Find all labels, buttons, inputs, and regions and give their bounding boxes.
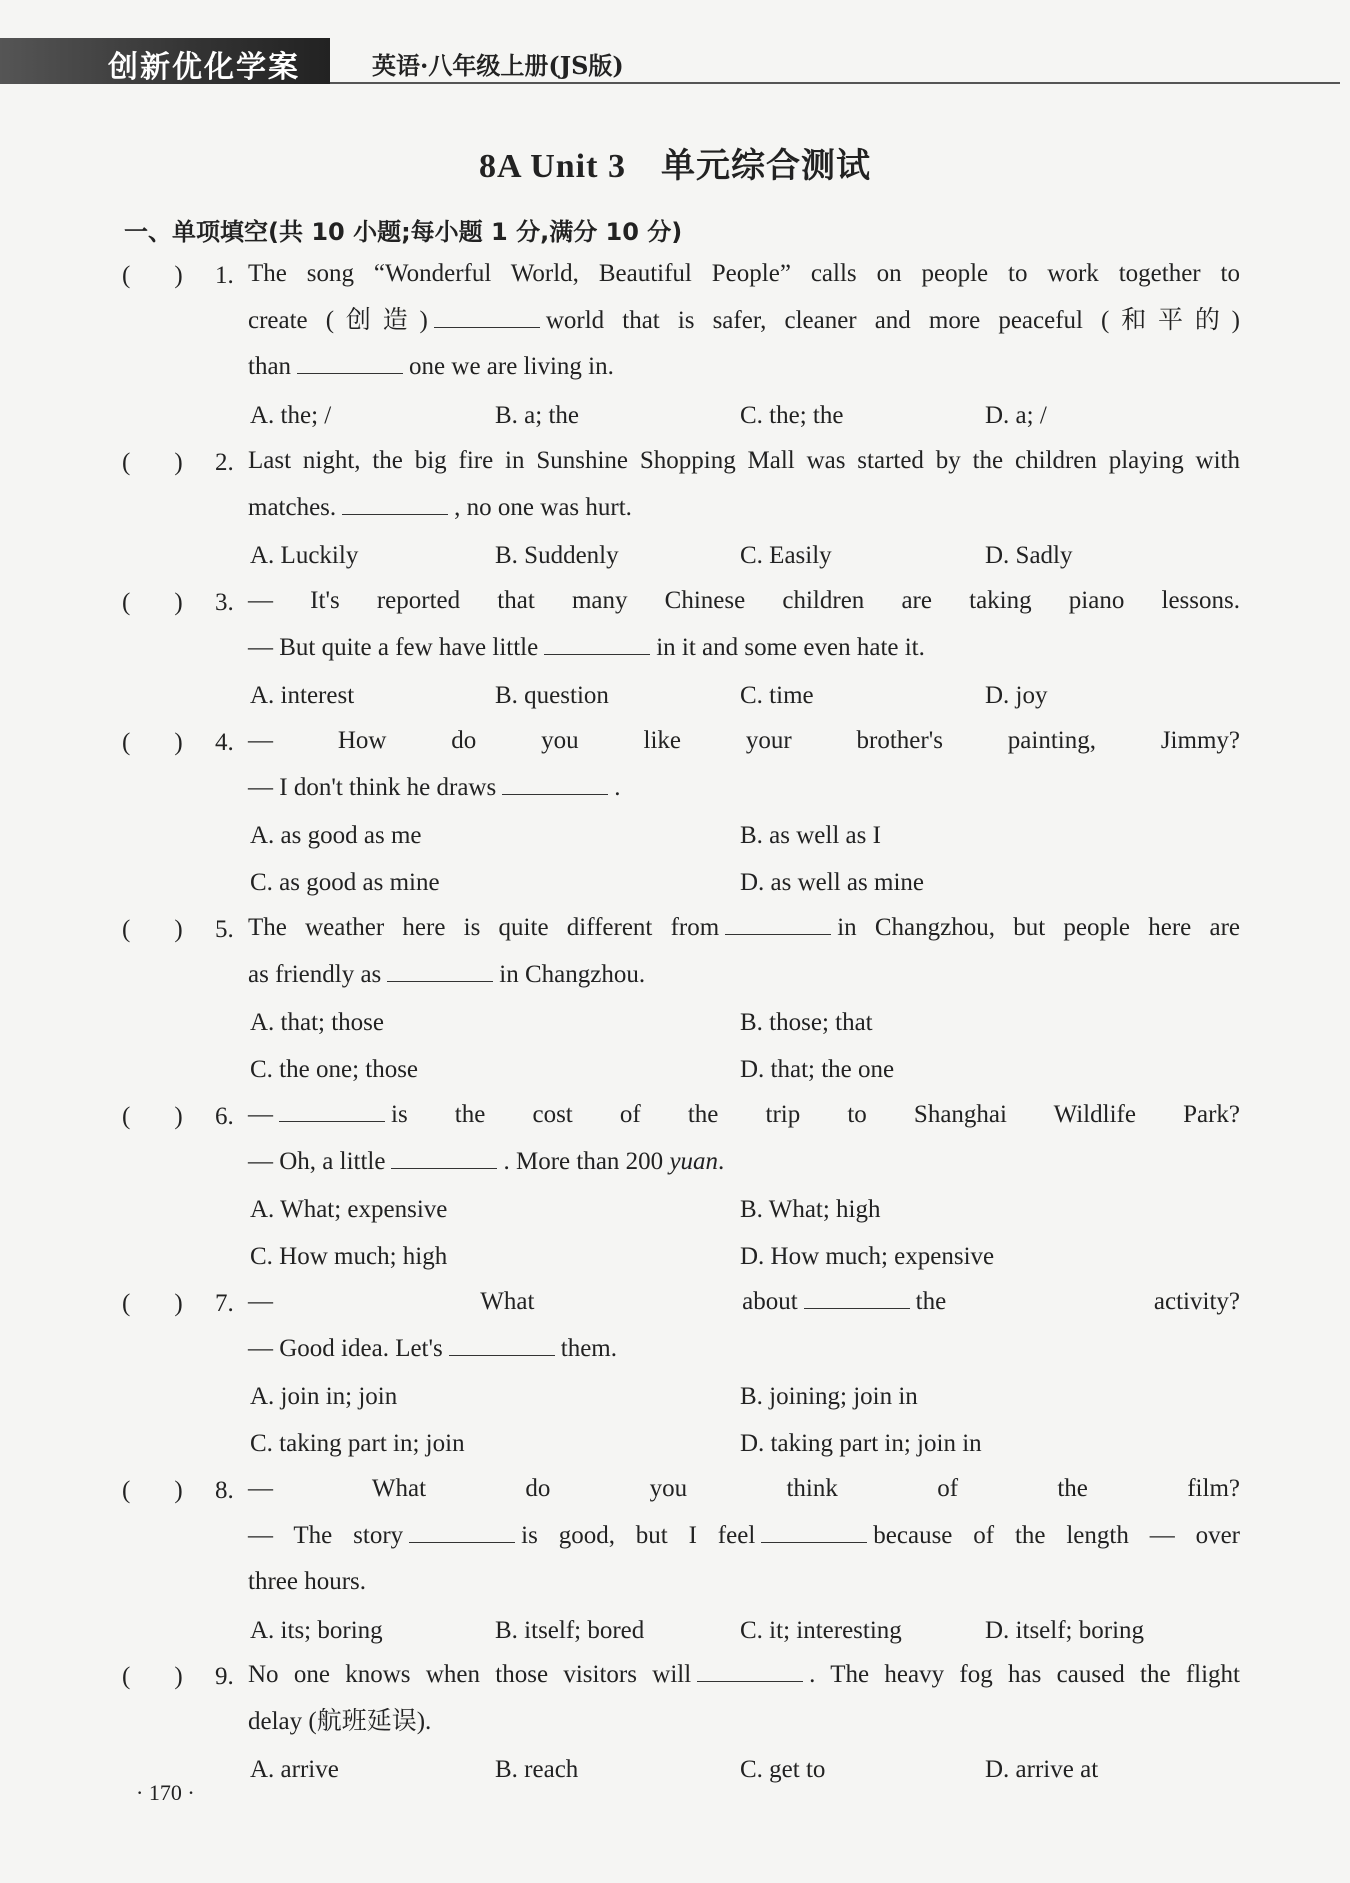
answer-option[interactable]: A. that; those (250, 1009, 385, 1036)
answer-blank[interactable] (804, 1286, 910, 1309)
text-segment: . The heavy fog has caused the flight (809, 1661, 1240, 1688)
question-number: 3. (215, 589, 234, 616)
text-segment: . (718, 1147, 725, 1175)
question-text-line (248, 1699, 1240, 1746)
answer-blank[interactable] (502, 772, 608, 795)
text-segment: — I don't think he draws (248, 773, 497, 801)
answer-option[interactable]: B. question (495, 682, 609, 709)
text-segment: — How do you like your brother's painting, Jimmy? (248, 727, 1240, 754)
page-title: 8A Unit 3 单元综合测试 (479, 148, 871, 185)
answer-option[interactable]: B. joining; join in (740, 1383, 918, 1410)
question-number: 7. (215, 1290, 234, 1317)
answer-option[interactable]: B. those; that (740, 1009, 873, 1036)
text-segment: — What do you think of the film? (248, 1475, 1240, 1502)
text-segment: in it and some even hate it. (656, 633, 925, 661)
answer-option[interactable]: D. Sadly (985, 542, 1073, 569)
answer-option[interactable]: D. How much; expensive (740, 1242, 995, 1270)
answer-option[interactable]: A. What; expensive (250, 1196, 448, 1223)
text-segment: because of the length — over (873, 1521, 1240, 1549)
text-segment: — Oh, a little (248, 1147, 386, 1175)
section-heading: 一、单项填空(共 10 小题;每小题 1 分,满分 10 分) (124, 218, 683, 246)
question-text-line (248, 578, 1240, 625)
text-segment: one we are living in. (409, 353, 614, 380)
text-segment: Last night, the big fire in Sunshine Shopping Mall was started by the children playing with (248, 447, 1240, 474)
text-segment: No one knows when those visitors will (248, 1661, 692, 1688)
question-text-line (248, 905, 1240, 952)
answer-blank[interactable] (297, 351, 403, 374)
text-segment: matches. (248, 493, 337, 521)
answer-option[interactable]: A. the; / (250, 401, 332, 429)
answer-option[interactable]: D. joy (985, 682, 1048, 709)
answer-option[interactable]: C. as good as mine (250, 868, 440, 896)
text-segment: as friendly as (248, 960, 382, 988)
answer-blank[interactable] (697, 1659, 803, 1682)
answer-option[interactable]: D. arrive at (985, 1756, 1099, 1783)
question-number: 4. (215, 729, 234, 756)
answer-option[interactable]: D. itself; boring (985, 1616, 1145, 1644)
answer-option[interactable]: A. its; boring (250, 1616, 383, 1644)
brand-logo: 创新优化学案 (108, 50, 300, 85)
text-segment: three hours. (248, 1568, 367, 1595)
header-divider (330, 82, 1340, 84)
answer-option[interactable]: B. a; the (495, 401, 580, 429)
answer-option[interactable]: A. arrive (250, 1756, 339, 1783)
question-text-line (248, 1092, 1240, 1139)
question-text-line (248, 344, 1240, 391)
page-number: · 170 · (136, 1780, 195, 1805)
answer-blank[interactable] (387, 959, 493, 982)
answer-option[interactable]: C. it; interesting (740, 1616, 902, 1644)
answer-option[interactable]: B. What; high (740, 1196, 881, 1223)
answer-blank[interactable] (434, 305, 540, 328)
answer-bracket[interactable]: ( ) (122, 449, 183, 476)
answer-option[interactable]: D. as well as mine (740, 868, 924, 896)
answer-blank[interactable] (342, 492, 448, 515)
question-text-line (248, 1139, 1240, 1186)
book-title: 英语·八年级上册(JS版) (372, 51, 624, 80)
text-segment: The weather here is quite different from (248, 914, 720, 941)
answer-blank[interactable] (725, 912, 831, 935)
answer-bracket[interactable]: ( ) (122, 1103, 183, 1130)
answer-bracket[interactable]: ( ) (122, 1663, 183, 1690)
question-text-line (248, 251, 1240, 298)
answer-blank[interactable] (391, 1146, 497, 1169)
text-segment: in Changzhou. (499, 960, 646, 988)
question-text-line (248, 1513, 1240, 1560)
question-number: 2. (215, 449, 234, 476)
answer-option[interactable]: A. Luckily (250, 542, 359, 569)
question-text-line (248, 438, 1240, 485)
answer-blank[interactable] (449, 1333, 555, 1356)
text-segment: . (614, 773, 621, 801)
answer-blank[interactable] (544, 632, 650, 655)
question-text-line (248, 625, 1240, 672)
answer-option[interactable]: C. get to (740, 1756, 826, 1783)
answer-option[interactable]: D. a; / (985, 401, 1047, 429)
question-text-line (248, 952, 1240, 999)
answer-blank[interactable] (409, 1520, 515, 1543)
answer-option[interactable]: A. interest (250, 682, 355, 709)
text-segment: is the cost of the trip to Shanghai Wildlife Park? (391, 1101, 1240, 1128)
text-segment: delay (航班延误). (248, 1707, 432, 1735)
question-text-line (248, 1279, 1240, 1326)
text-segment: — Good idea. Let's (248, 1334, 443, 1362)
answer-blank[interactable] (761, 1520, 867, 1543)
text-segment: than (248, 353, 292, 380)
text-segment: — But quite a few have little (248, 633, 539, 661)
text-segment: — The story (248, 1521, 404, 1549)
answer-bracket[interactable]: ( ) (122, 262, 183, 289)
question-text-line (248, 1466, 1240, 1513)
answer-bracket[interactable]: ( ) (122, 729, 183, 756)
text-segment: create (创造) (248, 306, 428, 334)
answer-option[interactable]: B. as well as I (740, 822, 881, 849)
answer-bracket[interactable]: ( ) (122, 1477, 183, 1504)
answer-option[interactable]: B. Suddenly (495, 542, 619, 569)
question-number: 6. (215, 1103, 234, 1130)
text-segment: The song “Wonderful World, Beautiful People” calls on people to work together to (248, 260, 1240, 287)
answer-bracket[interactable]: ( ) (122, 1290, 183, 1317)
text-segment: — (248, 1101, 273, 1128)
text-segment: , no one was hurt. (454, 493, 632, 521)
question-number: 5. (215, 916, 234, 943)
answer-option[interactable]: C. time (740, 682, 814, 709)
italic-word: yuan (663, 1147, 719, 1175)
question-text-line (248, 718, 1240, 765)
text-segment: — What about (248, 1288, 798, 1315)
answer-option[interactable]: A. join in; join (250, 1383, 398, 1410)
text-segment: them. (560, 1334, 617, 1362)
text-segment: world that is safer, cleaner and more peaceful (和平的) (545, 306, 1240, 334)
question-number: 1. (215, 262, 234, 289)
question-text-line (248, 298, 1240, 345)
answer-option[interactable]: B. itself; bored (495, 1616, 645, 1644)
text-segment: in Changzhou, but people here are (837, 914, 1240, 941)
question-text-line (248, 1652, 1240, 1699)
answer-option[interactable]: C. the one; those (250, 1055, 419, 1083)
answer-option[interactable]: C. How much; high (250, 1242, 448, 1270)
answer-option[interactable]: C. taking part in; join (250, 1429, 465, 1457)
question-text-line (248, 1559, 1240, 1606)
answer-option[interactable]: A. as good as me (250, 822, 422, 849)
answer-option[interactable]: D. that; the one (740, 1055, 895, 1083)
text-segment: — It's reported that many Chinese children are taking piano lessons. (248, 587, 1240, 614)
answer-blank[interactable] (279, 1099, 385, 1122)
text-segment: is good, but I feel (521, 1521, 756, 1549)
answer-option[interactable]: C. Easily (740, 542, 832, 569)
question-number: 8. (215, 1477, 234, 1504)
question-number: 9. (215, 1663, 234, 1690)
text-segment: the activity? (915, 1288, 1240, 1315)
answer-bracket[interactable]: ( ) (122, 916, 183, 943)
question-text-line (248, 485, 1240, 532)
answer-option[interactable]: D. taking part in; join in (740, 1429, 982, 1457)
answer-option[interactable]: C. the; the (740, 401, 844, 429)
text-segment: . More than 200 (503, 1147, 664, 1175)
answer-option[interactable]: B. reach (495, 1756, 579, 1783)
answer-bracket[interactable]: ( ) (122, 589, 183, 616)
question-text-line (248, 1326, 1240, 1373)
question-text-line (248, 765, 1240, 812)
